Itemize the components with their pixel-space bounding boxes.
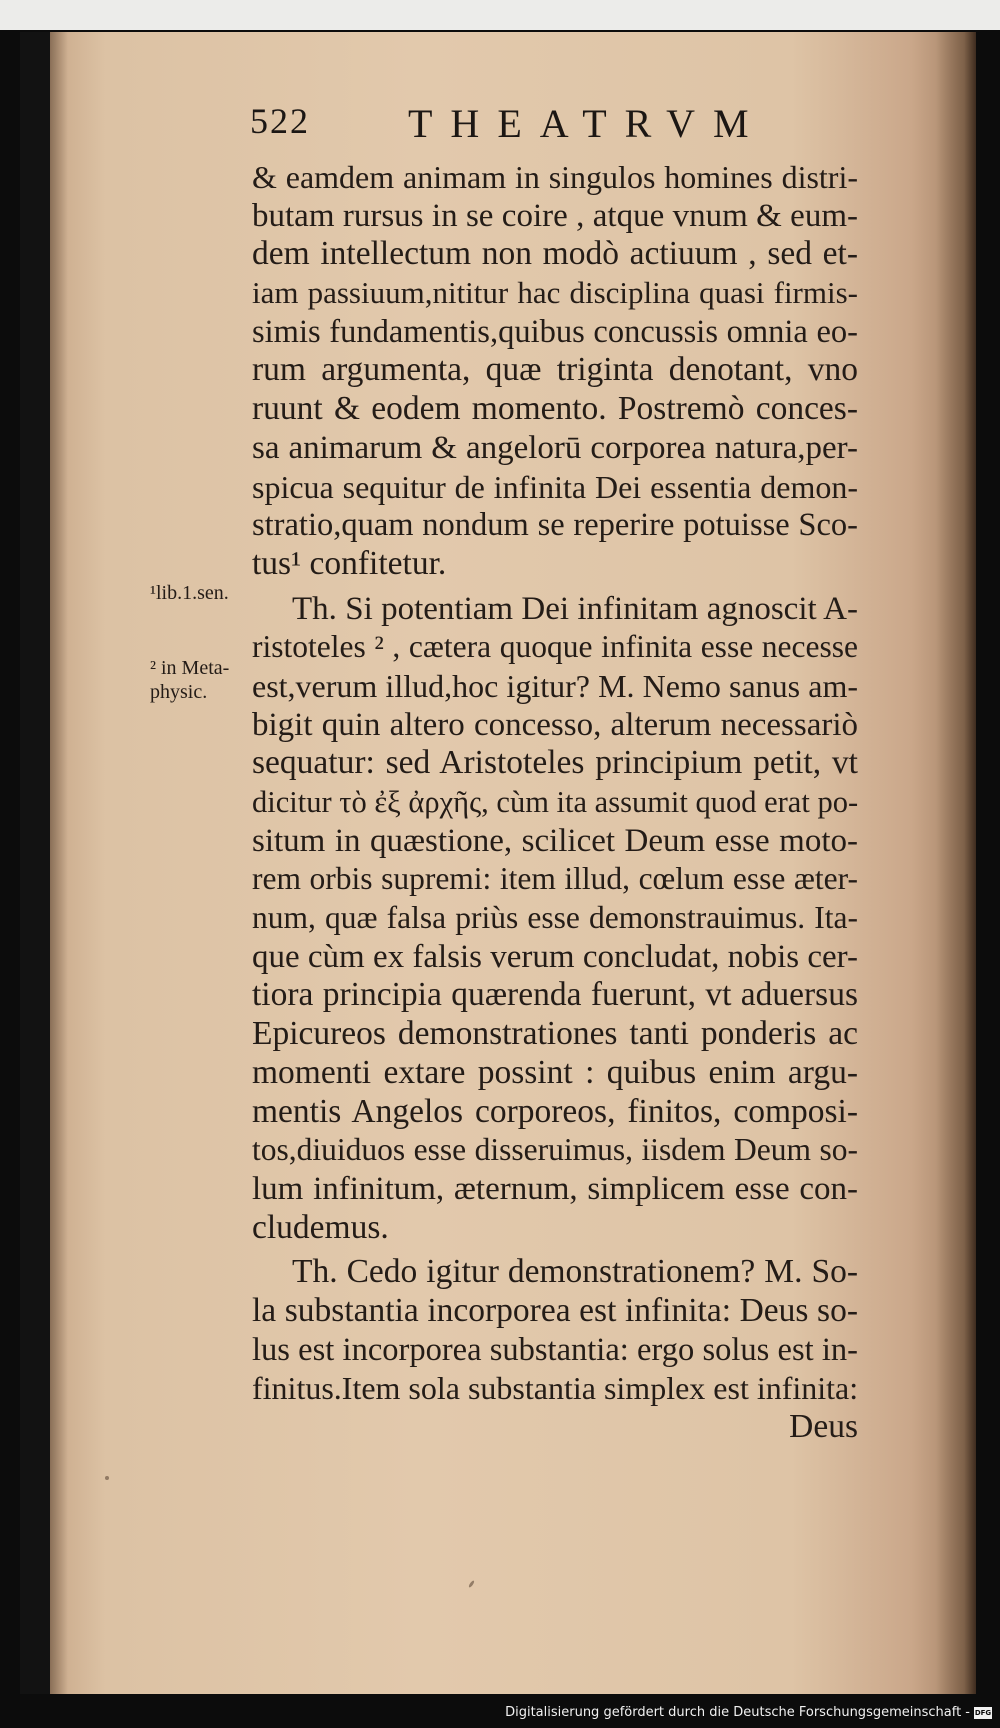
text-line: spicua sequitur de infinita Dei essentia demon-	[252, 468, 858, 505]
marginal-note-1: ¹lib.1.sen.	[150, 582, 229, 604]
text-line: cludemus.	[252, 1208, 389, 1246]
marginal-note-2-line2: physic.	[150, 681, 208, 703]
footer-bar	[0, 1700, 1000, 1728]
marginal-note-2-line1: ² in Meta-	[150, 657, 230, 679]
text-line: bigit quin altero concesso, alterum necessariò	[252, 706, 858, 743]
text-line: sequatur: sed Aristoteles principium petit, vt	[252, 744, 858, 782]
text-line: mentis Angelos corporeos, finitos, composi-	[252, 1092, 858, 1130]
page-number: 522	[250, 101, 310, 141]
page-shadow	[50, 32, 68, 1694]
text-line: Th. Cedo igitur demonstrationem? M. So-	[292, 1253, 858, 1291]
text-line: sa animarum & angelorū corporea natura,per-	[252, 429, 858, 466]
page-header	[250, 90, 810, 150]
paper-speck	[105, 1476, 109, 1480]
text-line: stratio,quam nondum se reperire potuisse Sco-	[252, 507, 858, 544]
running-head: THEATRVM	[408, 101, 767, 146]
text-line: rem orbis supremi: item illud, cœlum esse æter-	[252, 861, 858, 897]
book-spine	[936, 32, 976, 1694]
text-line: Th. Si potentiam Dei infinitam agnoscit A-	[292, 590, 858, 627]
text-line: la substantia incorporea est infinita: Deus so-	[252, 1291, 858, 1329]
dfg-logo: DFG	[974, 1709, 992, 1717]
text-line: tos,diuiduos esse disseruimus, iisdem Deum so-	[252, 1132, 858, 1168]
text-line: dicitur τὸ ἐξ ἀρχῆς, cùm ita assumit quod erat po-	[252, 785, 859, 819]
text-line: & eamdem animam in singulos homines distri-	[252, 159, 858, 195]
text-line: est,verum illud,hoc igitur? M. Nemo sanus am-	[252, 667, 858, 704]
text-line: que cùm ex falsis verum concludat, nobis cer-	[252, 938, 858, 975]
text-line: butam rursus in se coire , atque vnum & eum-	[252, 197, 858, 234]
text-line: tiora principia quærenda fuerunt, vt aduersus	[252, 976, 858, 1014]
text-line: momenti extare possint : quibus enim argu-	[252, 1053, 858, 1091]
text-line: ruunt & eodem momento. Postremò conces-	[252, 390, 858, 428]
text-line: rum argumenta, quæ triginta denotant, vno	[252, 351, 858, 389]
top-strip	[0, 0, 1000, 30]
funding-credit: Digitalisierung gefördert durch die Deutsche Forschungsgemeinschaft -	[505, 1705, 970, 1720]
catchword: Deus	[789, 1408, 858, 1445]
text-line: iam passiuum,nititur hac disciplina quasi firmis-	[252, 275, 858, 311]
text-line: tus¹ confitetur.	[252, 544, 447, 582]
text-line: ristoteles ² , cætera quoque infinita esse necesse	[252, 629, 858, 665]
text-line: situm in quæstione, scilicet Deum esse moto-	[252, 822, 858, 859]
text-line: lus est incorporea substantia: ergo solus est in-	[252, 1331, 858, 1368]
text-line: simis fundamentis,quibus concussis omnia eo-	[252, 313, 858, 350]
text-line: num, quæ falsa priùs esse demonstrauimus. Ita-	[252, 900, 858, 936]
marginal-note-2	[150, 656, 260, 704]
body-text	[252, 158, 858, 1447]
text-line: Epicureos demonstrationes tanti ponderis ac	[252, 1015, 858, 1053]
text-line: lum infinitum, æternum, simplicem esse con-	[252, 1170, 858, 1207]
text-line: dem intellectum non modò actiuum , sed et-	[252, 235, 858, 273]
text-line: finitus.Item sola substantia simplex est infinita:	[252, 1370, 859, 1407]
